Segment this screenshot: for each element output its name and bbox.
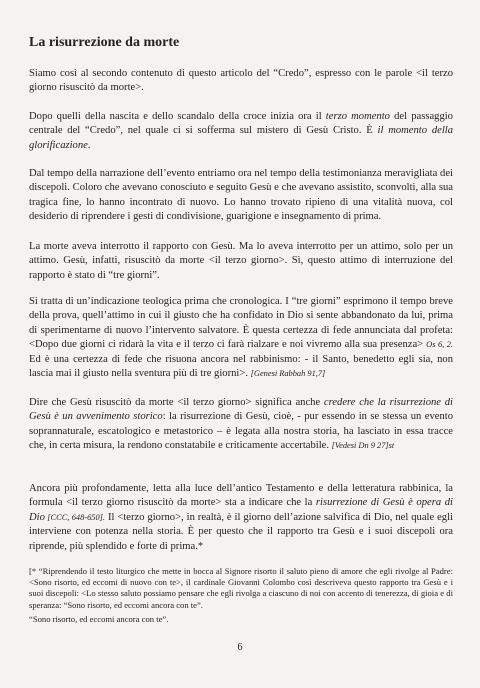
italic-run: risurrezione di Gesù è opera di Dio (29, 497, 453, 523)
paragraph-tre-giorni (29, 295, 453, 381)
italic-run: terzo momento (325, 111, 390, 122)
citation-reference: [Vedesi Dn 9 27]st (331, 441, 395, 451)
paragraph-testimonianza: Dal tempo della narrazione dell’evento entriamo ora nel tempo della testimonianza meravigliata dei discepoli. Coloro che avevano conosciuto e seguito Gesù e che avevano assistito, sconvolti, alla sua tragica fine, lo hanno incontrato di nuovo. Lo hanno trovato ripieno di una vitalità nuova, col desiderio di riprendere i gesti di condivisione, guarigione e insegnamento di prima. (29, 168, 453, 223)
paragraph-intro: Siamo così al secondo contenuto di questo articolo del “Credo”, espresso con le parole <il terzo giorno risuscitò da morte>. (29, 68, 453, 94)
footnote-closing-line: “Sono risorto, ed eccomi ancora con te”. (29, 614, 169, 624)
page-number: 6 (237, 642, 243, 653)
text-run: del passaggio centrale del “Credo”, nel quale ci si sofferma sul mistero di Gesù Cristo. È (29, 111, 453, 137)
footnote: [* “Riprendendo il testo liturgico che mette in bocca al Signore risorto il saluto pieno di amore che egli rivolge al Padre: <Sono risorto, ed eccomi di nuovo con te>, il cardinale Giovanni Colombo così descriveva questo rapporto tra Gesù e i suoi discepoli: <Lo stesso saluto possiamo pensare che egli rivolga a ciascuno di noi con accento di tenerezza, di gioia e di speranza: “Sono risorto, ed eccomi ancora con te”. (29, 566, 453, 610)
text-run: : la risurrezione di Gesù, cioè, - pur essendo in se stessa un evento soprannaturale, escatologico e metastorico – è legata alla nostra storia, ha lasciato in essa tracce che, in certa misura, la rendono constatabile e criticamente accertabile. (29, 411, 453, 452)
text-run: Dire che Gesù risuscitò da morte <il terzo giorno> significa anche (29, 397, 324, 408)
italic-run: il momento della glorificazione (29, 125, 454, 151)
italic-run: credere che la risurrezione di Gesù è un avvenimento storico (29, 397, 453, 423)
bible-reference: Os 6, 2. (426, 340, 453, 350)
paragraph-interruzione: La morte aveva interrotto il rapporto con Gesù. Ma lo aveva interrotto per un attimo, solo per un attimo. Gesù, infatti, risuscitò da morte <il terzo giorno>. Sì, questo attimo di interruzione del rapporto è stato di “tre giorni”. (29, 241, 453, 281)
paragraph-opera-di-dio (29, 482, 453, 554)
section-title: La risurrezione da morte (29, 35, 180, 50)
text-run: . (87, 139, 91, 151)
text-run: Si tratta di un’indicazione teologica prima che cronologica. I “tre giorni” esprimono il tempo breve della prova, quell’attimo in cui il giusto che ha confidato in Dio si sente abbandonato da lui, prima di sperimentarne di nuovo l’intervento salvatore. È questa certezza di fede annunciata dal profeta: <Dopo due giorni ci ridarà la vita e il terzo ci farà rialzare e noi vivremo alla sua presenza> (29, 296, 453, 351)
text-run: Ed è una certezza di fede che risuona ancora nel rabbinismo: - il Santo, benedetto egli sia, non lascia mai il giusto nella sventura più di tre giorni>. (29, 353, 453, 380)
rabbinic-reference: [Genesi Rabbah 91,7] (250, 369, 326, 379)
text-run: Ancora più profondamente, letta alla luce dell’antico Testamento e della letteratura rabbinica, la formula <il terzo giorno risuscitò da morte> sta a indicare che la (29, 483, 453, 509)
paragraph-terzo-momento (29, 110, 453, 153)
text-run: Il <terzo giorno>, in realtà, è il giorno dell’azione salvifica di Dio, nel quale egli interviene con potenza nella storia. È per questo che il rapporto tra Gesù e i suoi discepoli ora riprende, più splendido e forte di prima.* (29, 511, 453, 552)
paragraph-avvenimento-storico (29, 396, 453, 454)
text-run: Dopo quelli della nascita e dello scandalo della croce inizia ora il (29, 111, 326, 122)
ccc-reference: [CCC, 648-650]. (44, 512, 106, 522)
